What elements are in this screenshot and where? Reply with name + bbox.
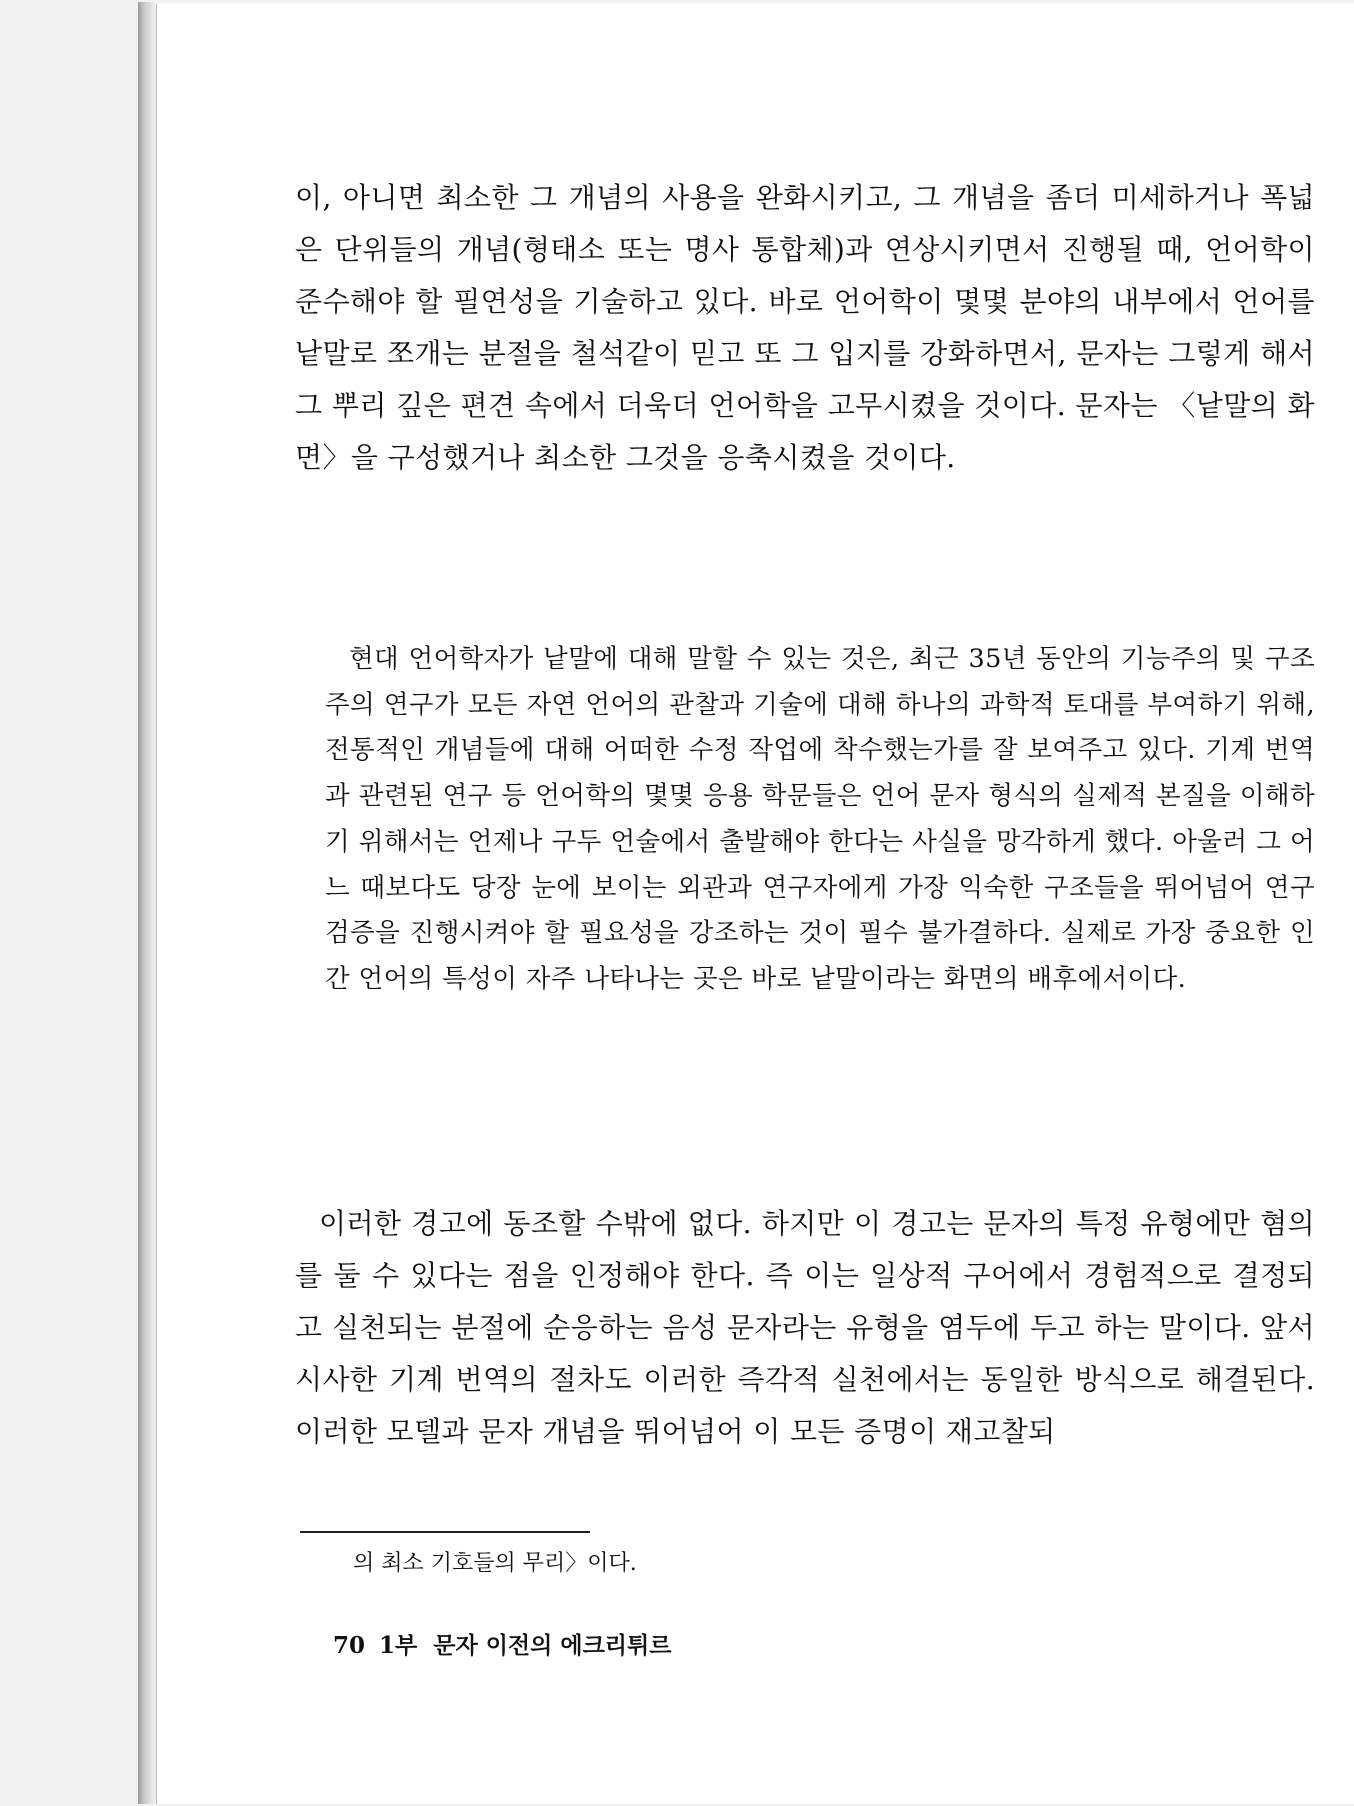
block-quote: 현대 언어학자가 낱말에 대해 말할 수 있는 것은, 최근 35년 동안의 기능주의 및 구조주의 연구가 모든 자연 언어의 관찰과 기술에 대해 하나의 과학적 토대를 부여하기 위해, 전통적인 개념들에 대해 어떠한 수정 작업에 착수했는가를 잘 보여주고 있다. 기계 번역과 관련된 연구 등 언어학의 몇몇 응용 학문들은 언어 문자 형식의 실제적 본질을 이해하기 위해서는 언제나 구두 언술에서 출발해야 한다는 사실을 망각하게 했다. 아울러 그 어느 때보다도 당장 눈에 보이는 외관과 연구자에게 가장 익숙한 구조들을 뛰어넘어 연구 검증을 진행시켜야 할 필요성을 강조하는 것이 필수 불가결하다. 실제로 가장 중요한 인간 언어의 특성이 자주 나타나는 곳은 바로 낱말이라는 화면의 배후에서이다. bbox=[325, 644, 1315, 994]
page-number: 70 bbox=[333, 1632, 366, 1659]
page-footer bbox=[333, 1631, 671, 1661]
footnote: 의 최소 기호들의 무리〉이다. bbox=[353, 1551, 637, 1576]
body-paragraph-1: 이, 아니면 최소한 그 개념의 사용을 완화시키고, 그 개념을 좀더 미세하거나 폭넓은 단위들의 개념(형태소 또는 명사 통합체)과 연상시키면서 진행될 때, 언어학이 준수해야 할 필연성을 기술하고 있다. 바로 언어학이 몇몇 분야의 내부에서 언어를 낱말로 쪼개는 분절을 철석같이 믿고 또 그 입지를 강화하면서, 문자는 그렇게 해서 그 뿌리 깊은 편견 속에서 더욱더 언어학을 고무시켰을 것이다. 문자는 〈낱말의 화면〉을 구성했거나 최소한 그것을 응축시켰을 것이다. bbox=[295, 181, 1315, 474]
body-paragraph-2: 이러한 경고에 동조할 수밖에 없다. 하지만 이 경고는 문자의 특정 유형에만 혐의를 둘 수 있다는 점을 인정해야 한다. 즉 이는 일상적 구어에서 경험적으로 결정되고 실천되는 분절에 순응하는 음성 문자라는 유형을 염두에 두고 하는 말이다. 앞서 시사한 기계 번역의 절차도 이러한 즉각적 실천에서는 동일한 방식으로 해결된다. 이러한 모델과 문자 개념을 뛰어넘어 이 모든 증명이 재고찰되 bbox=[295, 1207, 1315, 1448]
footnote-divider bbox=[300, 1531, 590, 1533]
part-title: 문자 이전의 에크리튀르 bbox=[433, 1632, 672, 1659]
part-label: 1부 bbox=[379, 1632, 418, 1659]
book-page bbox=[156, 4, 1354, 1804]
